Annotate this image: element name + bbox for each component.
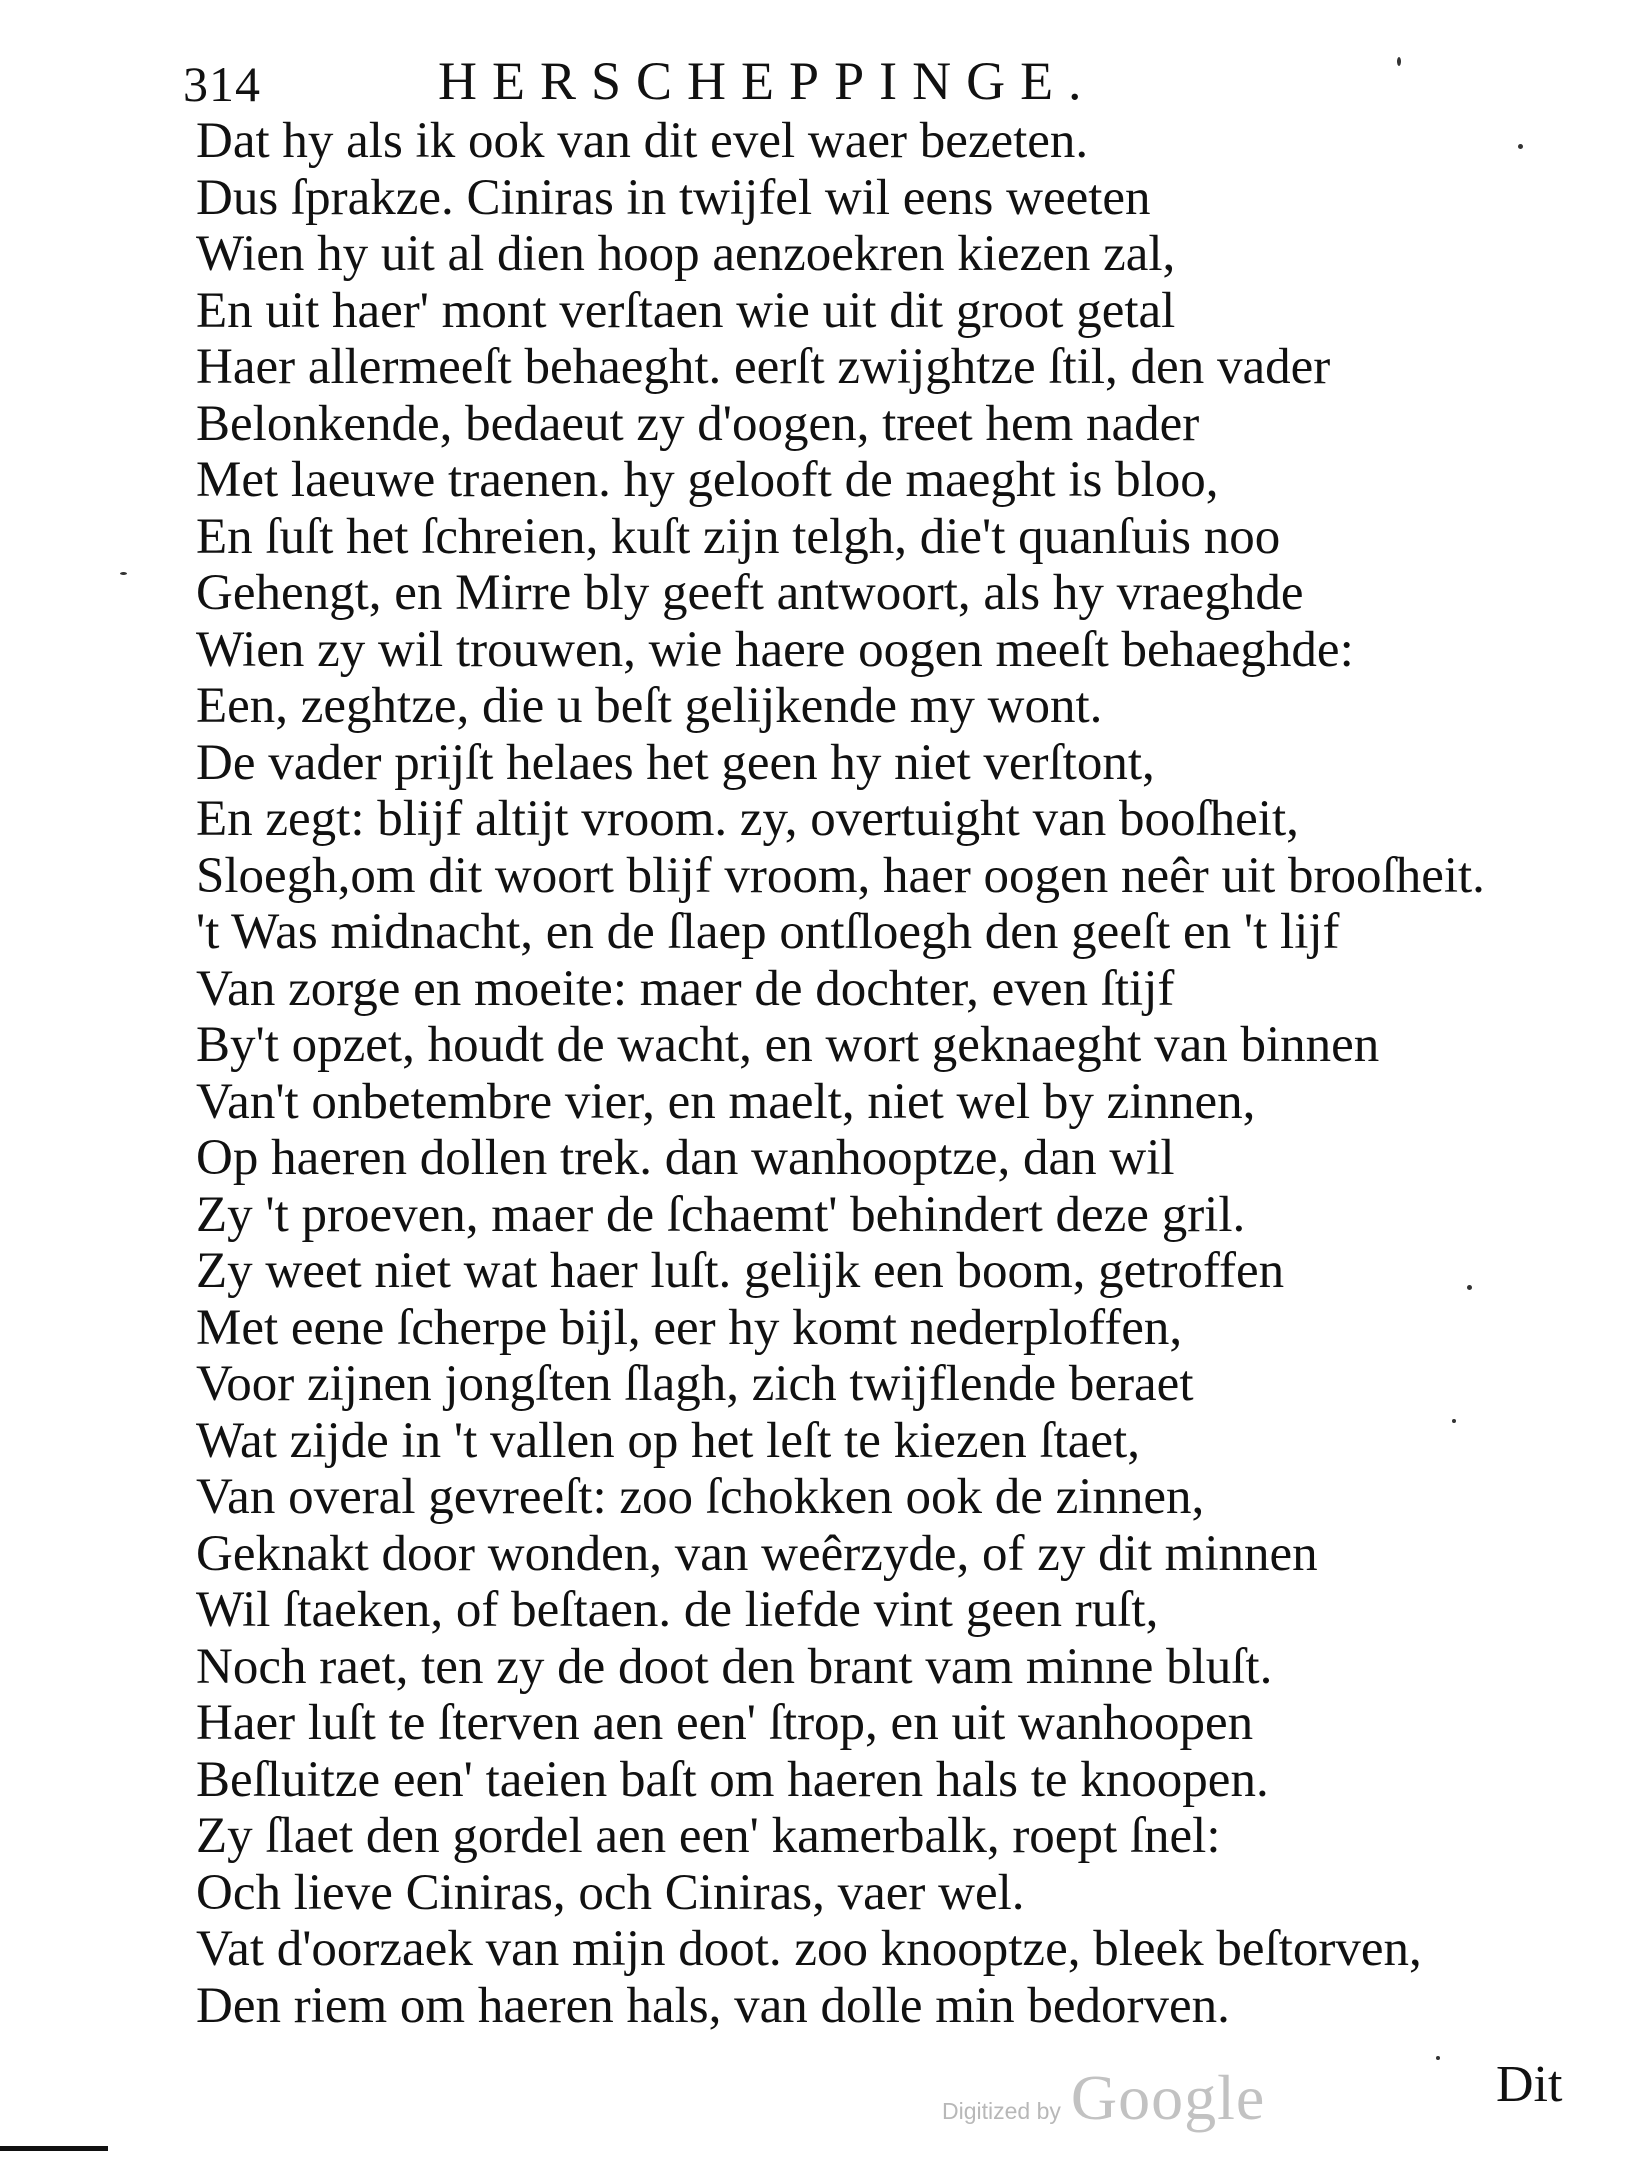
poem-line: Wil ſtaeken, of beſtaen. de liefde vint geen ruſt, [196, 1582, 1159, 1638]
poem-line: Dat hy als ik ook van dit evel waer bezeten. [196, 113, 1089, 169]
scan-edge-bar [0, 2146, 108, 2151]
poem-line: Zy 't proeven, maer de ſchaemt' behindert deze gril. [196, 1186, 1246, 1243]
poem-line: Van overal gevreeſt: zoo ſchokken ook de zinnen, [196, 1469, 1205, 1525]
scan-speck [1436, 2056, 1440, 2060]
poem-line: Zy weet niet wat haer luſt. gelijk een boom, getroffen [196, 1243, 1285, 1299]
poem-line: Op haeren dollen trek. dan wanhooptze, dan wil [196, 1130, 1175, 1186]
poem-line: Gehengt, en Mirre bly geeft antwoort, als hy vraeghde [196, 565, 1304, 621]
poem-line: En ſuſt het ſchreien, kuſt zijn telgh, die't quanſuis noo [196, 508, 1281, 565]
poem-line: Zy ſlaet den gordel aen een' kamerbalk, roept ſnel: [196, 1808, 1221, 1864]
scan-speck [1397, 57, 1401, 66]
poem-line: Vat d'oorzaek van mijn doot. zoo knooptze, bleek beſtorven, [196, 1921, 1422, 1977]
poem-line: Geknakt door wonden, van weêrzyde, of zy dit minnen [196, 1525, 1318, 1582]
poem-text [196, 113, 1485, 2034]
scan-speck [120, 572, 127, 575]
poem-line: Van zorge en moeite: maer de dochter, even ſtijf [196, 960, 1175, 1017]
poem-line: Dus ſprakze. Ciniras in twijfel wil eens weeten [196, 169, 1151, 226]
poem-line: Wien zy wil trouwen, wie haere oogen meeſt behaeghde: [196, 621, 1354, 678]
poem-line: Beſluitze een' taeien baſt om haeren hals te knoopen. [196, 1751, 1269, 1808]
poem-line: De vader prijſt helaes het geen hy niet verſtont, [196, 734, 1155, 791]
digitized-label: Digitized by [942, 2098, 1061, 2124]
poem-line: Haer allermeeſt behaeght. eerſt zwijghtze ſtil, den vader [196, 339, 1331, 395]
poem-line: Wien hy uit al dien hoop aenzoekren kiezen zal, [196, 226, 1176, 282]
poem-line: Haer luſt te ſterven aen een' ſtrop, en uit wanhoopen [196, 1695, 1254, 1751]
poem-line: En zegt: blijf altijt vroom. zy, overtuight van booſheit, [196, 791, 1299, 847]
poem-line: Een, zeghtze, die u beſt gelijkende my wont. [196, 678, 1103, 734]
poem-line: Wat zijde in 't vallen op het leſt te kiezen ſtaet, [196, 1412, 1140, 1469]
poem-line: Met eene ſcherpe bijl, eer hy komt nederploffen, [196, 1299, 1183, 1356]
poem-line: Sloegh,om dit woort blijf vroom, haer oogen neêr uit brooſheit. [196, 847, 1485, 904]
poem-line: Met laeuwe traenen. hy gelooft de maeght is bloo, [196, 452, 1219, 508]
scan-speck [1467, 1285, 1472, 1290]
poem-line: En uit haer' mont verſtaen wie uit dit groot getal [196, 282, 1176, 339]
poem-line: Van't onbetembre vier, en maelt, niet wel by zinnen, [196, 1073, 1256, 1130]
poem-line: Den riem om haeren hals, van dolle min bedorven. [196, 1977, 1230, 2034]
running-head: HERSCHEPPINGE. [438, 51, 1097, 111]
page-number: 314 [183, 56, 261, 112]
digitized-by-watermark [942, 2061, 1265, 2135]
scan-speck [1452, 1419, 1456, 1423]
poem-line: Belonkende, bedaeut zy d'oogen, treet hem nader [196, 395, 1200, 452]
scan-speck [1518, 144, 1523, 149]
catchword: Dit [1496, 2056, 1563, 2113]
poem-line: By't opzet, houdt de wacht, en wort geknaeght van binnen [196, 1017, 1380, 1073]
poem-line: Noch raet, ten zy de doot den brant vam minne bluſt. [196, 1638, 1273, 1695]
poem-line: Voor zijnen jongſten ſlagh, zich twijflende beraet [196, 1356, 1194, 1412]
google-logo: Google [1070, 2062, 1266, 2133]
poem-line: Och lieve Ciniras, och Ciniras, vaer wel. [196, 1864, 1025, 1921]
poem-line: 't Was midnacht, en de ſlaep ontſloegh den geeſt en 't lijf [196, 904, 1340, 960]
